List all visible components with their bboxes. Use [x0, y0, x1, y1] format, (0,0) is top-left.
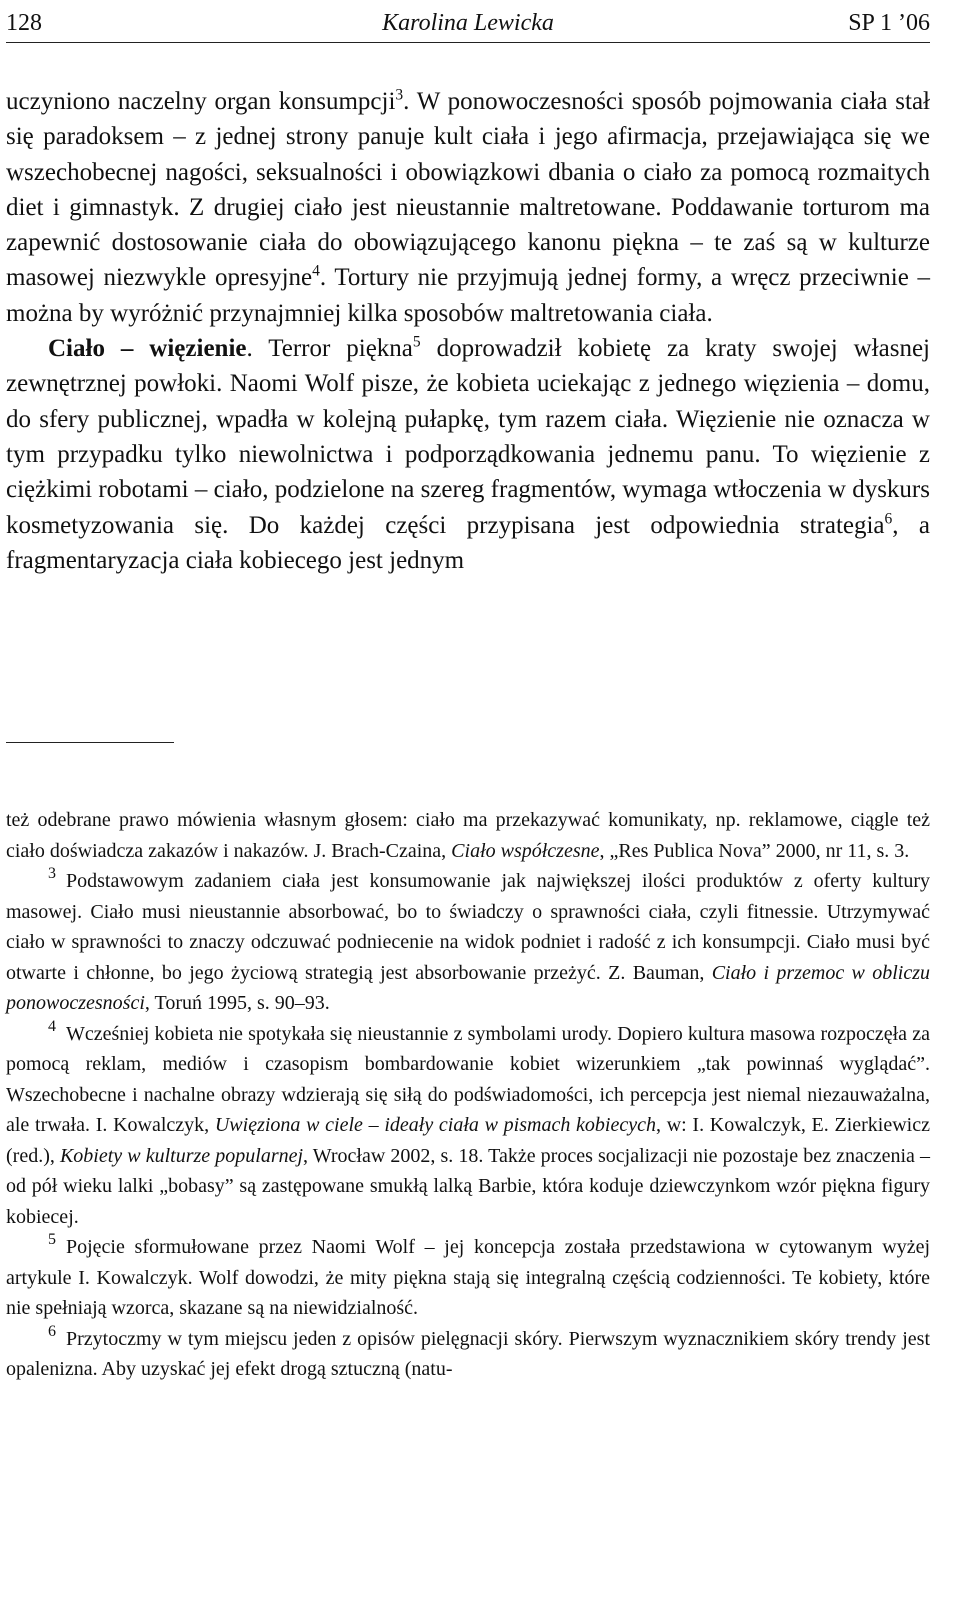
footnotes	[6, 805, 930, 1385]
text-run: , w: I. Kowalczyk, E. Zierkiewicz (red.),	[6, 1114, 930, 1167]
paragraph-1	[6, 84, 930, 331]
footnote-5	[6, 1232, 930, 1324]
footnote-ref-3: 3	[395, 86, 404, 104]
footnote-number: 4	[48, 1017, 56, 1035]
italic-title: Ciało współczesne	[451, 839, 600, 862]
text-run: Podstawowym zadaniem ciała jest konsumowanie jak największej ilości produktów z oferty kultury masowej. Ciało musi nieustannie absorbować, bo to świadczy o sprawności ciała, czyli fitnessie. Utrzymywać ciało w sprawności to znaczy odczuwać podniecenie na widok podniet i radość z ich konsumpcji. Ciało musi być otwarte i chłonne, bo jego życiową strategią jest absorbowanie przeżyć. Z. Bauman,	[6, 870, 930, 984]
footnote-separator	[6, 742, 174, 743]
italic-title: Uwięziona w ciele – ideały ciała w pismach kobiecych	[214, 1114, 656, 1136]
italic-title: Kobiety w kulturze popularnej	[59, 1144, 304, 1167]
footnote-ref-4: 4	[312, 263, 320, 281]
text-run: . W ponowoczesności sposób pojmowania ciała stał się paradoksem – z jednej strony panuje kult ciała i jego afirmacja, przejawiająca się we wszechobecnej nagości, seksualności i obowiązkowi dbania o ciało za pomocą rozmaitych diet i gimnastyk. Z drugiej ciało jest nieustannie maltretowane. Poddawanie torturom ma zapewnić dostosowanie ciała do obowiązującego kanonu piękna – te zaś są w kulturze masowej niezwykle opresyjne	[6, 88, 930, 292]
footnote-6	[6, 1324, 930, 1385]
footnote-number: 3	[48, 865, 56, 883]
text-run: doprowadził kobietę za kraty swojej własnej zewnętrznej powłoki. Naomi Wolf pisze, że kobieta uciekając z jednego więzienia – domu, do sfery publicznej, wpadła w kolejną pułapkę, tym razem ciała. Więzienie nie oznacza w tym przypadku tylko niewolnictwa i podporządkowania jednemu panu. To więzienie z ciężkimi robotami – ciało, podzielone na szereg fragmentów, wymaga wtłoczenia w dyskurs kosmetyzowania się. Do każdej części przypisana jest odpowiednia strategia	[6, 335, 930, 539]
text-run: też odebrane prawo mówienia własnym głosem: ciało ma przekazywać komunikaty, np. reklamowe, ciągle też ciało doświadcza zakazów i nakazów. J. Brach-Czaina,	[6, 809, 930, 862]
text-run: Pojęcie sformułowane przez Naomi Wolf – jej koncepcja została przedstawiona w cytowanym wyżej artykule I. Kowalczyk. Wolf dowodzi, że mity piękna stają się integralną częścią codzienności. Te kobiety, które nie spełniają wzorca, skazane są na niewidzialność.	[6, 1236, 930, 1319]
header-rule	[6, 42, 930, 43]
footnote-number: 5	[48, 1231, 56, 1249]
text-run: , Toruń 1995, s. 90–93.	[144, 992, 330, 1014]
footnote-ref-6: 6	[884, 510, 893, 528]
text-run: , Wrocław 2002, s. 18. Także proces socjalizacji nie pozostaje bez znaczenia – od pół wieku lalki „bobasy” są zastępowane smukłą lalką Barbie, która koduje dziewczynkom wzór piękna figury kobiecej.	[6, 1144, 930, 1228]
main-text	[6, 84, 930, 578]
footnote-3	[6, 866, 930, 1019]
italic-title: Ciało i przemoc w obliczu ponowoczesności	[6, 961, 930, 1014]
journal-issue: SP 1 ’06	[848, 10, 930, 36]
running-author: Karolina Lewicka	[382, 10, 554, 36]
footnote-number: 6	[48, 1322, 56, 1340]
text-run: uczyniono naczelny organ konsumpcji	[6, 88, 396, 115]
text-run: Przytoczmy w tym miejscu jeden z opisów pielęgnacji skóry. Pierwszym wyznacznikiem skóry trendy jest opalenizna. Aby uzyskać jej efekt drogą sztuczną (natu-	[6, 1327, 930, 1380]
text-run: Wcześniej kobieta nie spotykała się nieustannie z symbolami urody. Dopiero kultura masowa rozpoczęła za pomocą reklam, mediów i czasopism bombardowanie kobiet wizerunkiem „tak powinnaś wyglądać”. Wszechobecne i nachalne obrazy wdzierają się siłą do podświadomości, ich percepcja jest niemal niezauważalna, ale trwała. I. Kowalczyk,	[6, 1022, 930, 1136]
paragraph-2	[6, 331, 930, 578]
footnote-continuation	[6, 805, 930, 866]
text-run: , a fragmentaryzacja ciała kobiecego jest jednym	[6, 511, 930, 574]
section-heading-bold: Ciało – więzienie	[48, 335, 247, 363]
page-number: 128	[6, 10, 42, 36]
footnote-4	[6, 1019, 930, 1233]
footnote-ref-5: 5	[412, 333, 421, 351]
text-run: . Terror piękna	[246, 335, 413, 363]
text-run: , „Res Publica Nova” 2000, nr 11, s. 3.	[599, 839, 910, 862]
text-run: . Tortury nie przyjmują jednej formy, a wręcz przeciwnie – można by wyróżnić przynajmniej kilka sposobów maltretowania ciała.	[6, 264, 930, 327]
running-header	[6, 6, 930, 40]
